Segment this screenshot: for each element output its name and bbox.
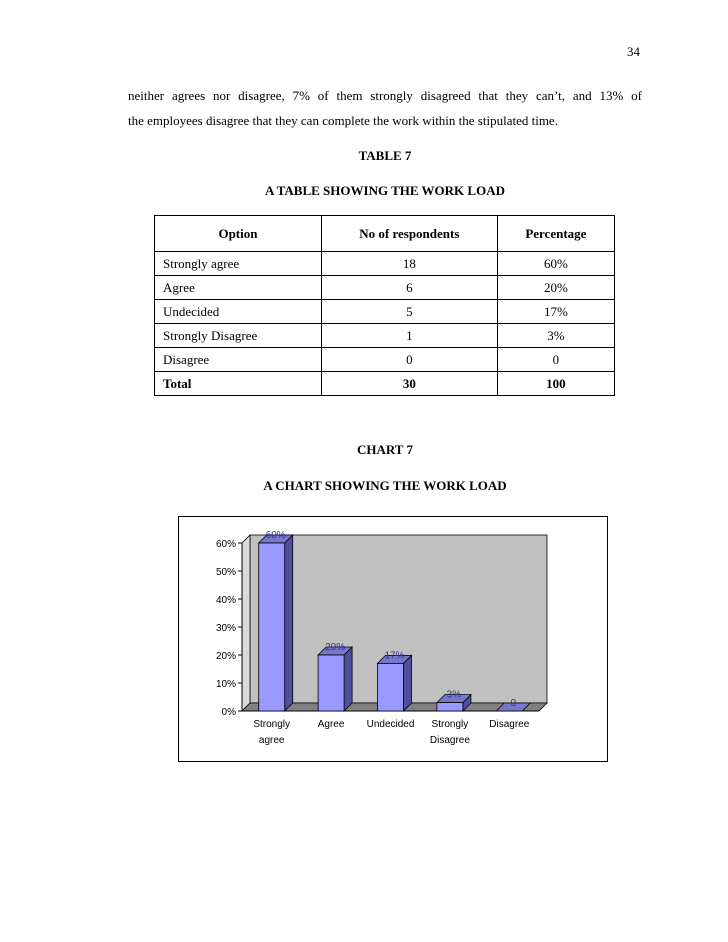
chart-side-wall (242, 535, 250, 711)
column-header: Percentage (497, 216, 614, 252)
bar-side (404, 655, 412, 711)
x-tick-label: agree (258, 735, 285, 746)
table-title: A TABLE SHOWING THE WORK LOAD (265, 183, 505, 198)
data-label: 0 (510, 698, 517, 709)
respondents-cell: 5 (321, 300, 497, 324)
respondents-cell: 6 (321, 276, 497, 300)
work-load-table (154, 215, 615, 396)
body-text-line: neither agrees nor disagree, 7% of them strongly disagreed that they can’t, and 13% of (128, 88, 642, 103)
y-tick-label: 30% (215, 623, 236, 634)
y-tick-label: 50% (215, 567, 236, 578)
data-label: 20% (325, 642, 346, 653)
option-cell: Strongly agree (155, 252, 322, 276)
bar-side (344, 647, 352, 711)
table-row (155, 348, 615, 372)
table-row (155, 300, 615, 324)
table-header-row (155, 216, 615, 252)
percentage-cell: 3% (497, 324, 614, 348)
data-label: 3% (446, 689, 462, 701)
table-row (155, 324, 615, 348)
x-tick-label: Disagree (429, 735, 470, 746)
respondents-cell: 18 (321, 252, 497, 276)
percentage-cell: 17% (497, 300, 614, 324)
respondents-cell: 0 (321, 348, 497, 372)
y-tick-label: 10% (215, 679, 236, 690)
work-load-bar-chart (178, 516, 608, 762)
body-text-line: the employees disagree that they can complete the work within the stipulated time. (128, 113, 558, 128)
chart-title: A CHART SHOWING THE WORK LOAD (263, 478, 507, 493)
column-header: Option (155, 216, 322, 252)
column-header: No of respondents (321, 216, 497, 252)
y-tick-label: 0% (221, 707, 236, 718)
bar-side (285, 535, 293, 711)
page-number: 34 (627, 44, 640, 59)
bar (378, 663, 404, 711)
x-tick-label: Undecided (366, 719, 415, 730)
chart-label: CHART 7 (356, 442, 413, 457)
percentage-cell: 0 (497, 348, 614, 372)
option-cell: Strongly Disagree (155, 324, 322, 348)
x-tick-label: Strongly (253, 719, 291, 730)
bar (259, 543, 285, 711)
y-tick-label: 60% (215, 539, 236, 550)
respondents-cell: 1 (321, 324, 497, 348)
data-label: 60% (265, 530, 286, 541)
table-total-row (155, 372, 615, 396)
y-tick-label: 40% (215, 595, 236, 606)
total-percentage-cell: 100 (497, 372, 614, 396)
total-respondents-cell: 30 (321, 372, 497, 396)
option-cell: Agree (155, 276, 322, 300)
table-row (155, 276, 615, 300)
table-label: TABLE 7 (358, 148, 412, 163)
option-cell: Undecided (155, 300, 322, 324)
percentage-cell: 20% (497, 276, 614, 300)
x-tick-label: Disagree (489, 719, 530, 730)
bar (437, 703, 463, 711)
y-tick-label: 20% (215, 651, 236, 662)
percentage-cell: 60% (497, 252, 614, 276)
x-tick-label: Agree (317, 719, 345, 730)
option-cell: Disagree (155, 348, 322, 372)
bar (318, 655, 344, 711)
data-label: 17% (384, 650, 405, 662)
total-label-cell: Total (155, 372, 322, 396)
table-row (155, 252, 615, 276)
x-tick-label: Strongly (431, 719, 469, 730)
